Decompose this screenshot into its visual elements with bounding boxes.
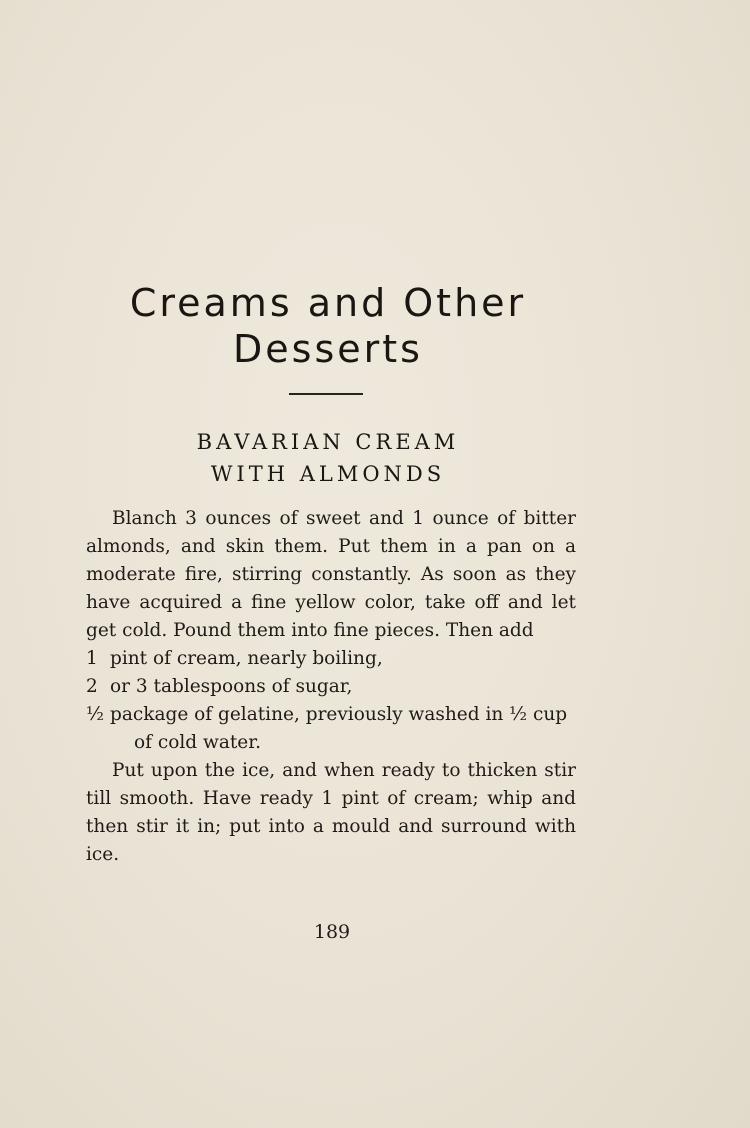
recipe-title-line-1: BAVARIAN CREAM	[196, 430, 460, 454]
title-divider-rule	[289, 393, 363, 395]
recipe-body	[86, 505, 576, 869]
ingredient-quantity: 2	[86, 676, 98, 697]
ingredient-item	[86, 701, 576, 757]
chapter-title-line-2: Desserts	[233, 327, 423, 371]
ingredient-item	[86, 645, 576, 673]
ingredient-item	[86, 673, 576, 701]
chapter-title	[0, 280, 656, 372]
ingredient-text: pint of cream, nearly boiling,	[110, 648, 383, 669]
ingredient-quantity: 1	[86, 648, 98, 669]
closing-paragraph: Put upon the ice, and when ready to thicken stir till smooth. Have ready 1 pint of cream; whip and then stir it in; put into a mould and surround with ice.	[86, 760, 576, 865]
page-number: 189	[313, 921, 351, 943]
ingredient-text: package of gelatine, previously washed in ½ cup of cold water.	[110, 704, 568, 753]
intro-paragraph: Blanch 3 ounces of sweet and 1 ounce of bitter almonds, and skin them. Put them in a pan on a moderate fire, stirring constantly. As soon as they have acquired a fine yellow color, take off and let get cold. Pound them into fine pieces. Then add	[86, 508, 576, 641]
chapter-title-line-1: Creams and Other	[129, 281, 527, 325]
recipe-title-line-2: WITH ALMONDS	[210, 462, 446, 486]
ingredient-quantity: ½	[86, 704, 104, 725]
ingredient-list	[86, 645, 576, 757]
ingredient-text: or 3 tablespoons of sugar,	[110, 676, 353, 697]
recipe-title	[0, 426, 656, 490]
